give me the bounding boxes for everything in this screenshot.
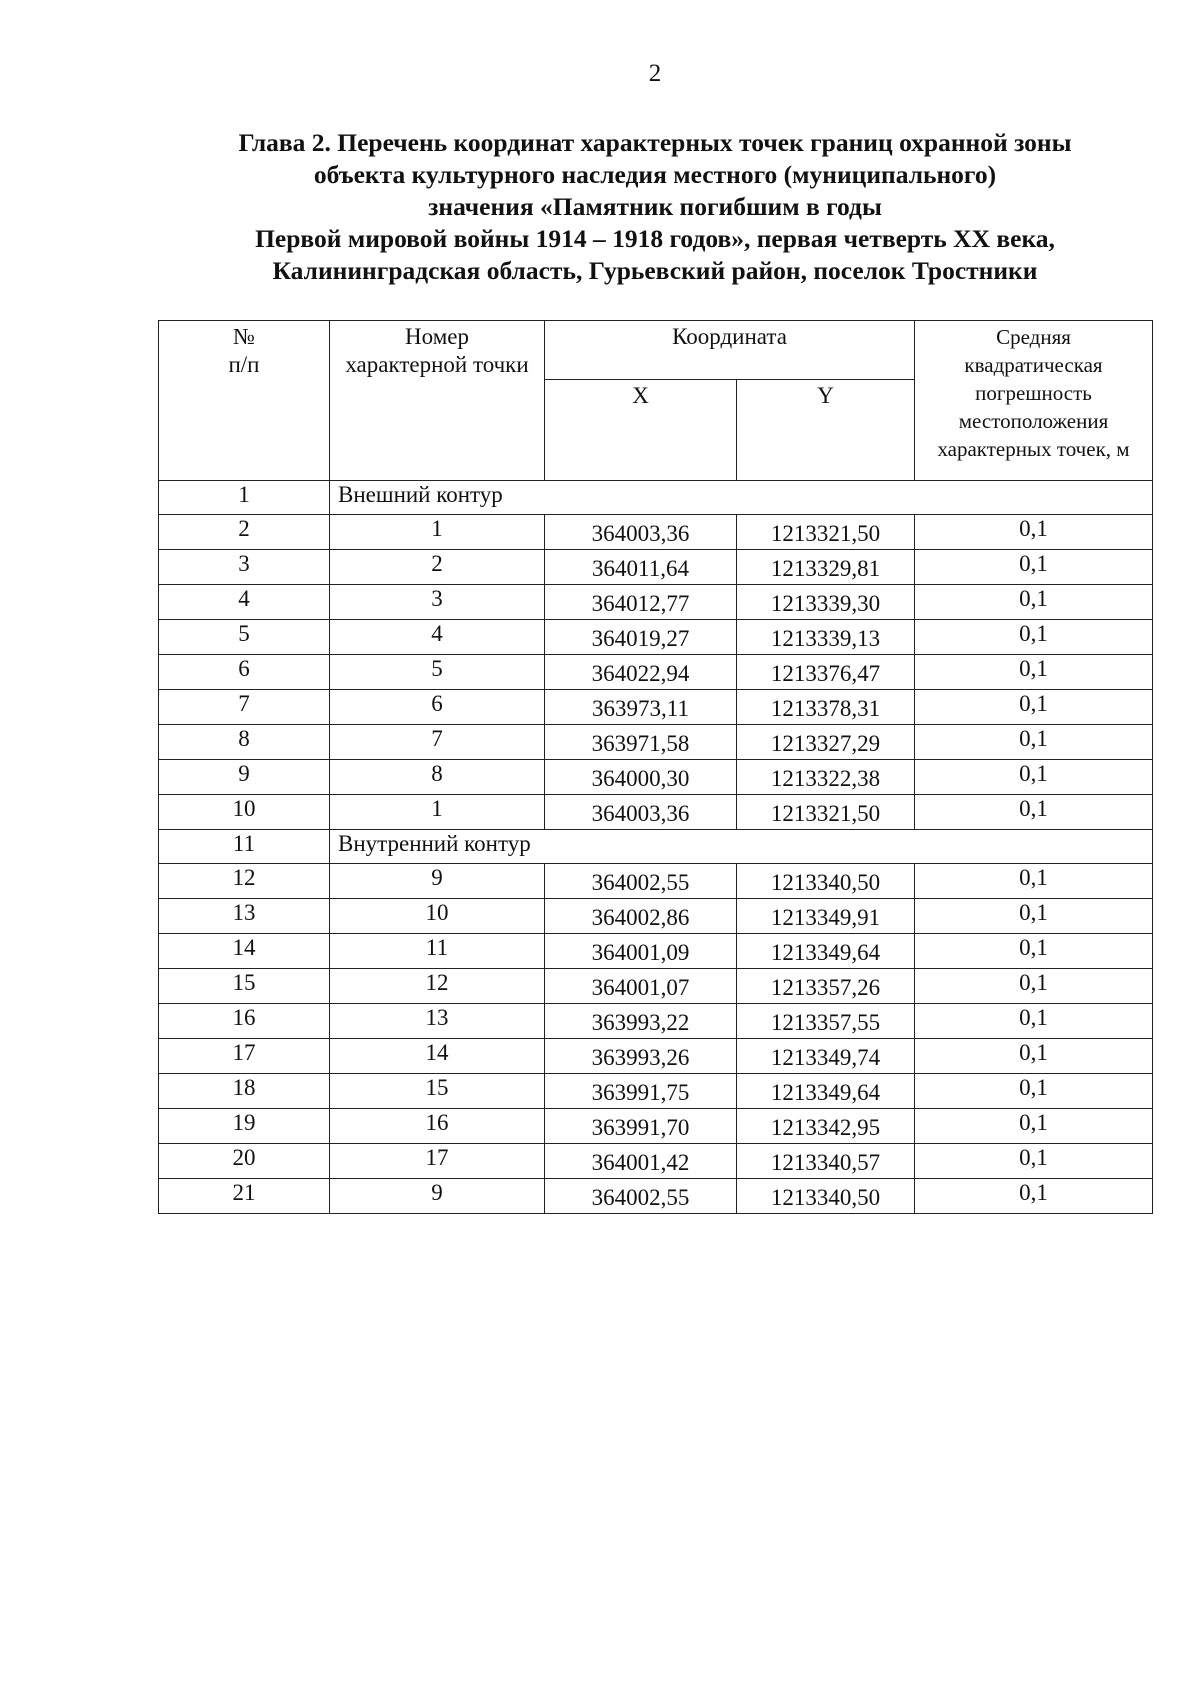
row-index-cell: 8 (159, 725, 330, 760)
point-number-cell: 9 (330, 1179, 545, 1214)
header-accuracy-line: квадратическая (964, 353, 1103, 377)
point-number-cell: 3 (330, 585, 545, 620)
header-point-number-line: характерной точки (345, 352, 529, 377)
accuracy-cell: 0,1 (915, 1074, 1153, 1109)
accuracy-cell: 0,1 (915, 1004, 1153, 1039)
coordinates-table (158, 320, 1153, 1214)
header-accuracy-line: Средняя (996, 325, 1071, 349)
y-coordinate-cell: 1213349,64 (737, 934, 915, 969)
y-coordinate-cell: 1213349,64 (737, 1074, 915, 1109)
row-index-cell: 14 (159, 934, 330, 969)
title-line: значения «Памятник погибшим в годы (428, 192, 882, 221)
contour-label-cell: Внешний контур (330, 481, 1153, 515)
x-coordinate-cell: 363991,75 (545, 1074, 737, 1109)
point-number-cell: 5 (330, 655, 545, 690)
title-line: объекта культурного наследия местного (муниципального) (313, 160, 997, 189)
x-coordinate-cell: 364001,09 (545, 934, 737, 969)
x-coordinate-cell: 363973,11 (545, 690, 737, 725)
table-row (159, 690, 1153, 725)
point-number-cell: 9 (330, 864, 545, 899)
table-row (159, 899, 1153, 934)
x-coordinate-cell: 364002,55 (545, 864, 737, 899)
header-accuracy (915, 321, 1153, 481)
row-index-cell: 2 (159, 515, 330, 550)
accuracy-cell: 0,1 (915, 934, 1153, 969)
x-coordinate-cell: 363991,70 (545, 1109, 737, 1144)
point-number-cell: 16 (330, 1109, 545, 1144)
y-coordinate-cell: 1213322,38 (737, 760, 915, 795)
table-row (159, 969, 1153, 1004)
header-index-sign: № (233, 324, 255, 349)
point-number-cell: 14 (330, 1039, 545, 1074)
y-coordinate-cell: 1213376,47 (737, 655, 915, 690)
point-number-cell: 1 (330, 515, 545, 550)
x-coordinate-cell: 364001,07 (545, 969, 737, 1004)
y-coordinate-cell: 1213321,50 (737, 515, 915, 550)
point-number-cell: 15 (330, 1074, 545, 1109)
table-row (159, 795, 1153, 830)
header-accuracy-line: характерных точек, м (937, 437, 1130, 461)
x-coordinate-cell: 364003,36 (545, 795, 737, 830)
accuracy-cell: 0,1 (915, 899, 1153, 934)
x-coordinate-cell: 364011,64 (545, 550, 737, 585)
row-index-cell: 13 (159, 899, 330, 934)
y-coordinate-cell: 1213340,57 (737, 1144, 915, 1179)
table-row (159, 1144, 1153, 1179)
table-row (159, 1074, 1153, 1109)
row-index-cell: 4 (159, 585, 330, 620)
table-row (159, 655, 1153, 690)
table-row (159, 515, 1153, 550)
row-index-cell: 11 (159, 830, 330, 864)
x-coordinate-cell: 364000,30 (545, 760, 737, 795)
table-row (159, 550, 1153, 585)
row-index-cell: 20 (159, 1144, 330, 1179)
row-index-cell: 18 (159, 1074, 330, 1109)
row-index-cell: 16 (159, 1004, 330, 1039)
y-coordinate-cell: 1213357,26 (737, 969, 915, 1004)
x-coordinate-cell: 363993,22 (545, 1004, 737, 1039)
document-title (150, 127, 1160, 287)
title-line: Калининградская область, Гурьевский район, поселок Тростники (272, 256, 1038, 285)
accuracy-cell: 0,1 (915, 655, 1153, 690)
table-row (159, 760, 1153, 795)
x-coordinate-cell: 364002,55 (545, 1179, 737, 1214)
contour-header-row (159, 481, 1153, 515)
header-y: Y (737, 380, 915, 481)
point-number-cell: 12 (330, 969, 545, 1004)
row-index-cell: 19 (159, 1109, 330, 1144)
point-number-cell: 11 (330, 934, 545, 969)
point-number-cell: 13 (330, 1004, 545, 1039)
x-coordinate-cell: 363993,26 (545, 1039, 737, 1074)
page-number: 2 (648, 60, 662, 87)
x-coordinate-cell: 364003,36 (545, 515, 737, 550)
header-point-number-line: Номер (405, 324, 469, 349)
row-index-cell: 6 (159, 655, 330, 690)
row-index-cell: 12 (159, 864, 330, 899)
accuracy-cell: 0,1 (915, 690, 1153, 725)
y-coordinate-cell: 1213339,13 (737, 620, 915, 655)
table-row (159, 1039, 1153, 1074)
accuracy-cell: 0,1 (915, 1039, 1153, 1074)
row-index-cell: 21 (159, 1179, 330, 1214)
accuracy-cell: 0,1 (915, 1179, 1153, 1214)
row-index-cell: 10 (159, 795, 330, 830)
table-row (159, 934, 1153, 969)
point-number-cell: 6 (330, 690, 545, 725)
accuracy-cell: 0,1 (915, 1144, 1153, 1179)
row-index-cell: 9 (159, 760, 330, 795)
accuracy-cell: 0,1 (915, 725, 1153, 760)
y-coordinate-cell: 1213378,31 (737, 690, 915, 725)
x-coordinate-cell: 364002,86 (545, 899, 737, 934)
table-row (159, 620, 1153, 655)
row-index-cell: 1 (159, 481, 330, 515)
header-index-abbr: п/п (228, 352, 260, 377)
table-header (159, 321, 1153, 481)
y-coordinate-cell: 1213349,91 (737, 899, 915, 934)
y-coordinate-cell: 1213357,55 (737, 1004, 915, 1039)
table-row (159, 1179, 1153, 1214)
x-coordinate-cell: 364022,94 (545, 655, 737, 690)
row-index-cell: 5 (159, 620, 330, 655)
y-coordinate-cell: 1213342,95 (737, 1109, 915, 1144)
y-coordinate-cell: 1213321,50 (737, 795, 915, 830)
accuracy-cell: 0,1 (915, 550, 1153, 585)
accuracy-cell: 0,1 (915, 620, 1153, 655)
point-number-cell: 7 (330, 725, 545, 760)
y-coordinate-cell: 1213340,50 (737, 1179, 915, 1214)
row-index-cell: 7 (159, 690, 330, 725)
table-body (159, 481, 1153, 1214)
accuracy-cell: 0,1 (915, 1109, 1153, 1144)
x-coordinate-cell: 363971,58 (545, 725, 737, 760)
table-row (159, 1004, 1153, 1039)
x-coordinate-cell: 364001,42 (545, 1144, 737, 1179)
x-coordinate-cell: 364019,27 (545, 620, 737, 655)
table-row (159, 725, 1153, 760)
header-x: X (545, 380, 737, 481)
title-line: Первой мировой войны 1914 – 1918 годов», первая четверть ХХ века, (255, 224, 1055, 253)
title-line: Глава 2. Перечень координат характерных точек границ охранной зоны (238, 128, 1072, 157)
accuracy-cell: 0,1 (915, 795, 1153, 830)
accuracy-cell: 0,1 (915, 864, 1153, 899)
point-number-cell: 4 (330, 620, 545, 655)
point-number-cell: 17 (330, 1144, 545, 1179)
header-index (159, 321, 330, 481)
table-row (159, 585, 1153, 620)
row-index-cell: 17 (159, 1039, 330, 1074)
table-row (159, 1109, 1153, 1144)
header-coordinate: Координата (545, 321, 915, 380)
y-coordinate-cell: 1213340,50 (737, 864, 915, 899)
row-index-cell: 3 (159, 550, 330, 585)
table-row (159, 864, 1153, 899)
x-coordinate-cell: 364012,77 (545, 585, 737, 620)
row-index-cell: 15 (159, 969, 330, 1004)
accuracy-cell: 0,1 (915, 969, 1153, 1004)
y-coordinate-cell: 1213327,29 (737, 725, 915, 760)
accuracy-cell: 0,1 (915, 760, 1153, 795)
point-number-cell: 8 (330, 760, 545, 795)
y-coordinate-cell: 1213329,81 (737, 550, 915, 585)
header-point-number (330, 321, 545, 481)
contour-header-row (159, 830, 1153, 864)
point-number-cell: 10 (330, 899, 545, 934)
header-accuracy-line: погрешность (975, 381, 1092, 405)
accuracy-cell: 0,1 (915, 585, 1153, 620)
accuracy-cell: 0,1 (915, 515, 1153, 550)
point-number-cell: 2 (330, 550, 545, 585)
y-coordinate-cell: 1213349,74 (737, 1039, 915, 1074)
y-coordinate-cell: 1213339,30 (737, 585, 915, 620)
header-accuracy-line: местоположения (958, 409, 1109, 433)
point-number-cell: 1 (330, 795, 545, 830)
contour-label-cell: Внутренний контур (330, 830, 1153, 864)
